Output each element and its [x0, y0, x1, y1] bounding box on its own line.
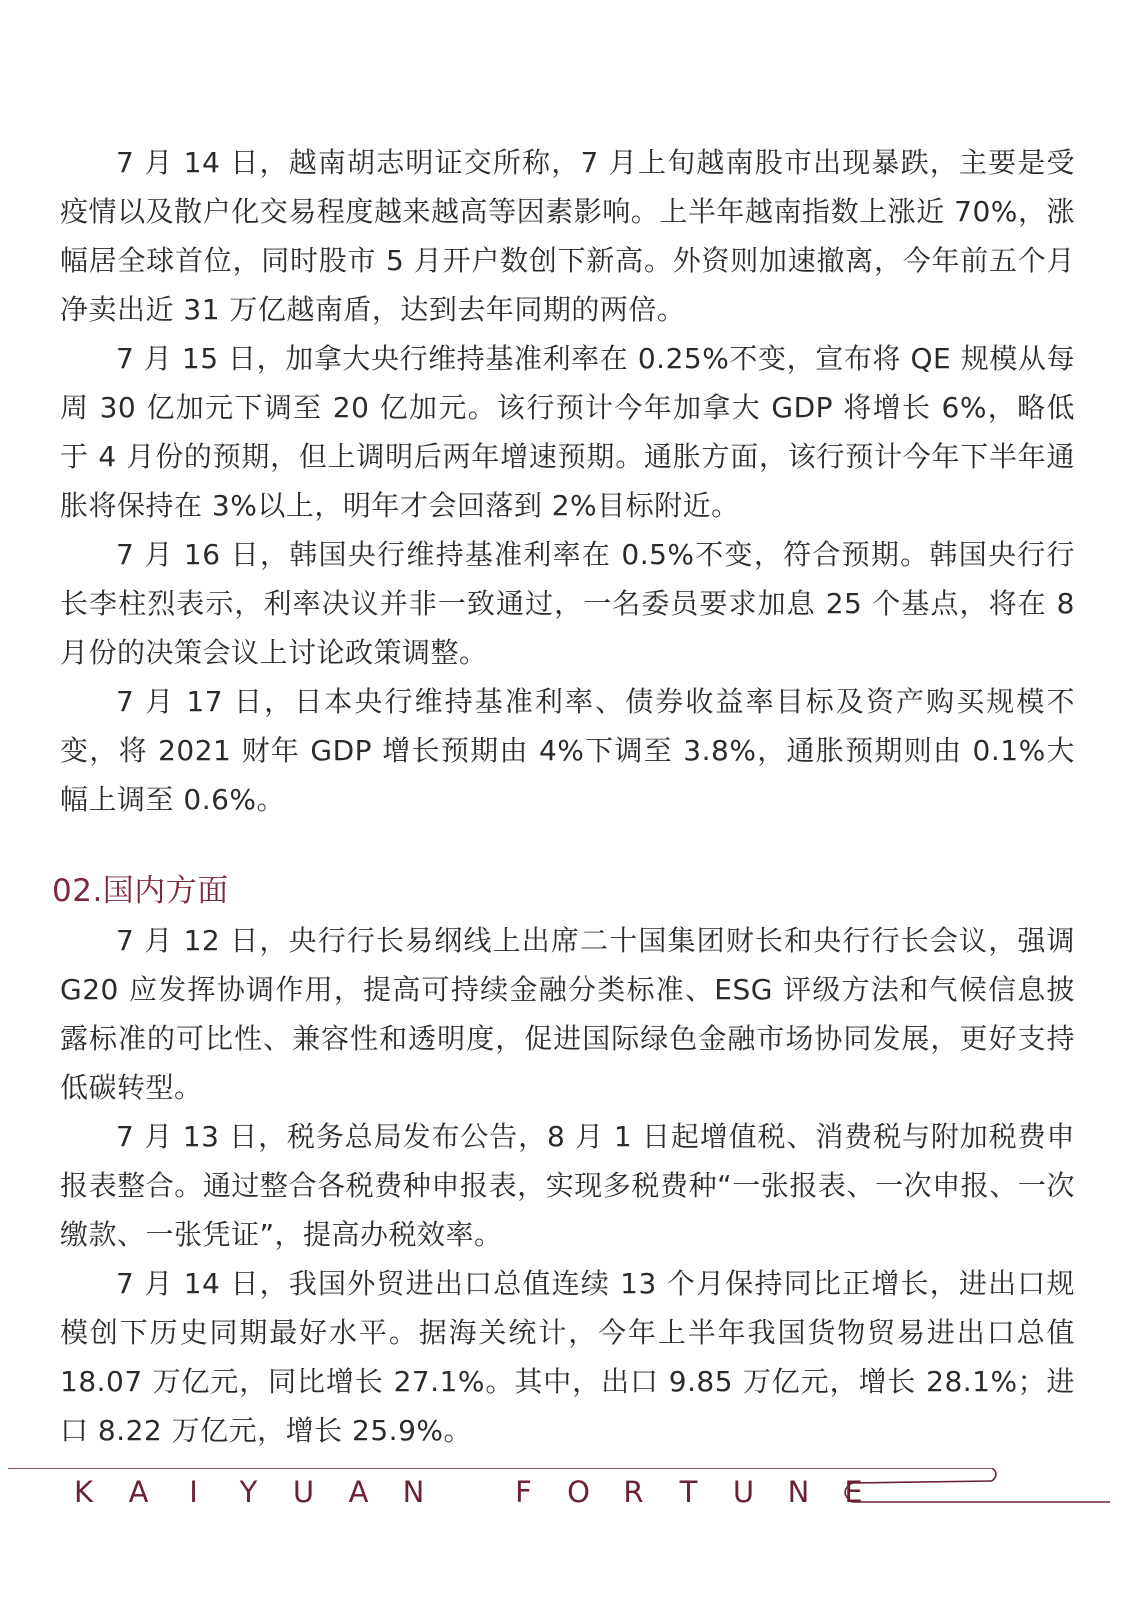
- brand-letter: R: [623, 1475, 644, 1509]
- brand-letter-gap: [441, 1475, 496, 1509]
- brand-letter: I: [189, 1475, 198, 1509]
- paragraph-tax-forms: 7 月 13 日，税务总局发布公告，8 月 1 日起增值税、消费税与附加税费申报表整合。通过整合各税费种申报表，实现多税费种“一张报表、一次申报、一次缴款、一张凭证”，提高办税效率。: [60, 1120, 1075, 1251]
- brand-letter: F: [515, 1475, 532, 1509]
- paragraph-vietnam-stocks: 7 月 14 日，越南胡志明证交所称，7 月上旬越南股市出现暴跌，主要是受疫情以及散户化交易程度越来越高等因素影响。上半年越南指数上涨近 70%，涨幅居全球首位，同时股市 5 月开户数创下新高。外资则加速撤离，今年前五个月净卖出近 31 万亿越南盾，达到去年同期的两倍。: [60, 146, 1075, 326]
- brand-letter: A: [348, 1475, 369, 1509]
- section-heading-domestic: 02.国内方面: [52, 873, 229, 909]
- brand-letter: U: [732, 1475, 755, 1509]
- brand-letter: A: [128, 1475, 149, 1509]
- brand-letter: K: [73, 1475, 94, 1509]
- paragraph-canada-rate: 7 月 15 日，加拿大央行维持基准利率在 0.25%不变，宣布将 QE 规模从每周 30 亿加元下调至 20 亿加元。该行预计今年加拿大 GDP 将增长 6%，略低于 4 月份的预期，但上调明后两年增速预期。通胀方面，该行预计今年下半年通胀将保持在 3%以上，明年才会回落到 2%目标附近。: [60, 342, 1075, 522]
- brand-letter: E: [844, 1475, 863, 1509]
- brand-letter: U: [292, 1475, 315, 1509]
- paragraph-foreign-trade: 7 月 14 日，我国外贸进出口总值连续 13 个月保持同比正增长，进出口规模创下历史同期最好水平。据海关统计，今年上半年我国货物贸易进出口总值 18.07 万亿元，同比增长 27.1%。其中，出口 9.85 万亿元，增长 28.1%；进口 8.22 万亿元，增长 25.9%。: [60, 1267, 1075, 1447]
- paragraph-g20-meeting: 7 月 12 日，央行行长易纲线上出席二十国集团财长和央行行长会议，强调 G20 应发挥协调作用，提高可持续金融分类标准、ESG 评级方法和气候信息披露标准的可比性、兼容性和透明度，促进国际绿色金融市场协同发展，更好支持低碳转型。: [60, 924, 1075, 1104]
- brand-letter: T: [679, 1475, 698, 1509]
- document-body: [52, 138, 1075, 1455]
- brand-letter: N: [402, 1475, 425, 1509]
- footer-brand-wordmark: [56, 1475, 881, 1509]
- brand-letter: O: [567, 1475, 590, 1509]
- brand-letter: Y: [239, 1475, 258, 1509]
- paragraph-korea-rate: 7 月 16 日，韩国央行维持基准利率在 0.5%不变，符合预期。韩国央行行长李柱烈表示，利率决议并非一致通过，一名委员要求加息 25 个基点，将在 8 月份的决策会议上讨论政策调整。: [60, 538, 1075, 669]
- page-footer: [0, 1468, 1130, 1538]
- brand-letter: N: [787, 1475, 810, 1509]
- paragraph-japan-rate: 7 月 17 日，日本央行维持基准利率、债券收益率目标及资产购买规模不变，将 2021 财年 GDP 增长预期由 4%下调至 3.8%，通胀预期则由 0.1%大幅上调至 0.6%。: [60, 685, 1075, 816]
